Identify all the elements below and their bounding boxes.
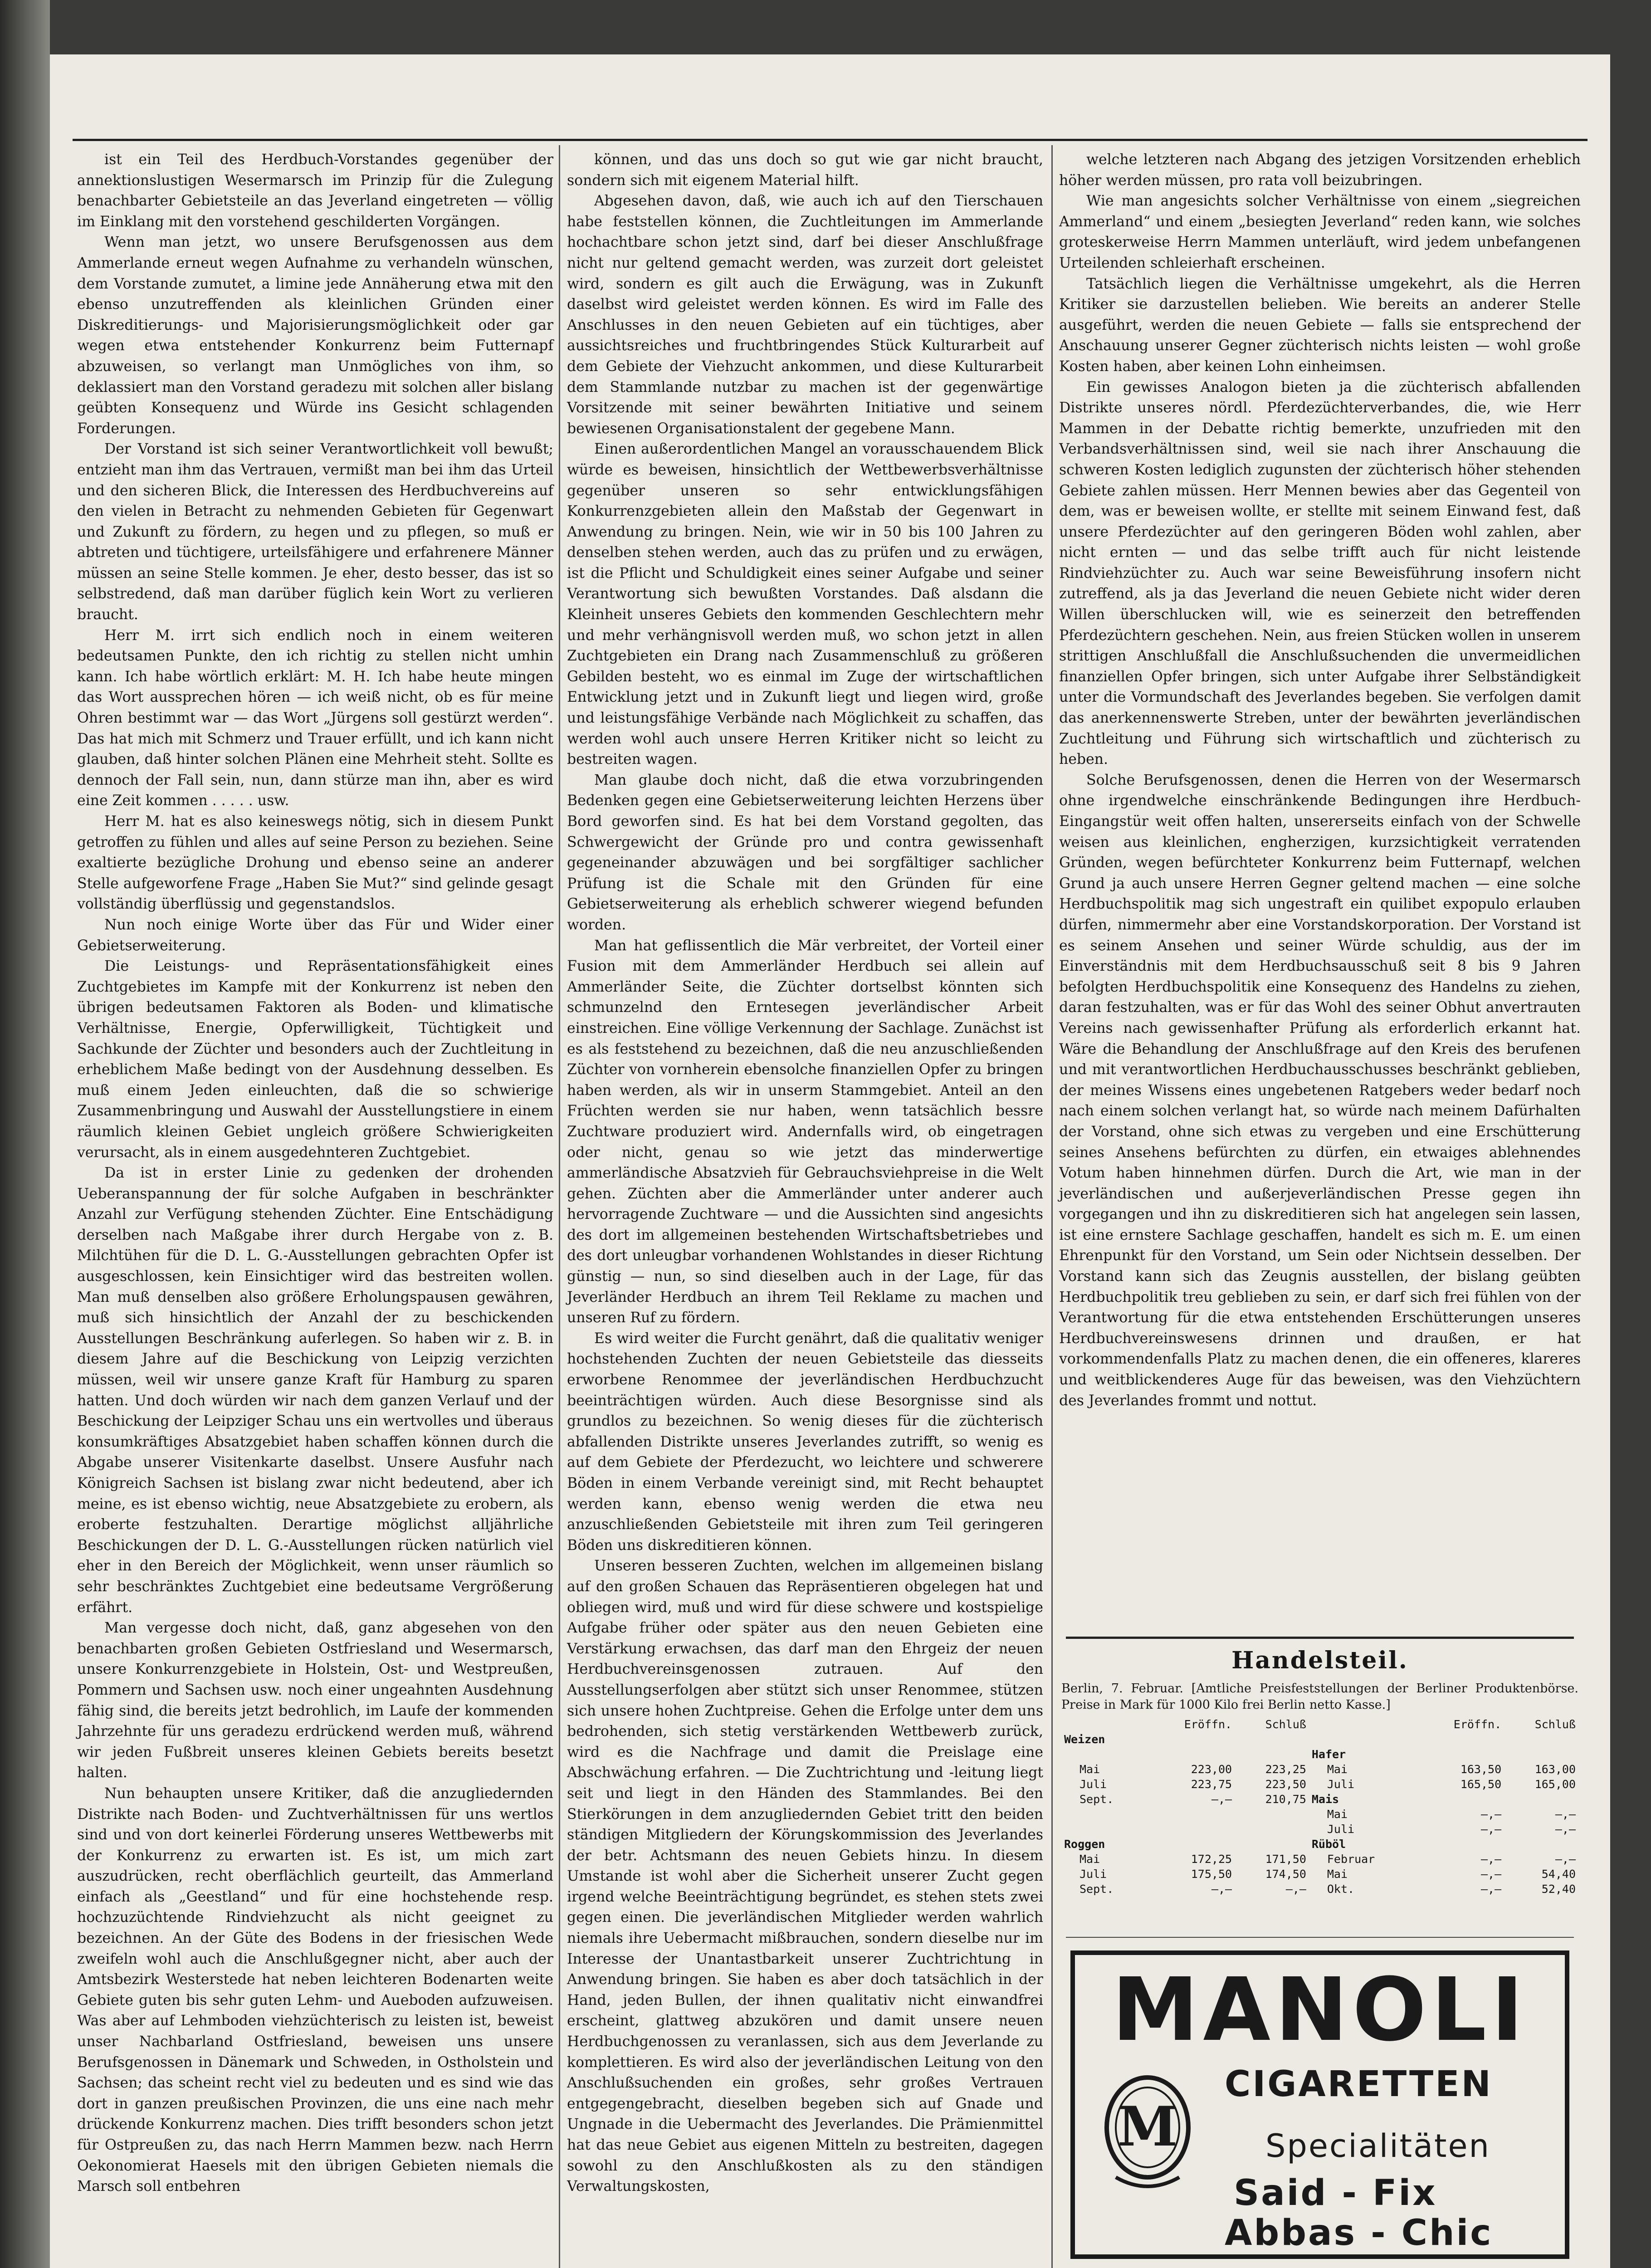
price-value: [1504, 1732, 1578, 1747]
commodity-label: Mais: [1311, 1793, 1339, 1806]
price-value: 223,75: [1191, 1778, 1232, 1791]
price-value: —,—: [1555, 1808, 1576, 1821]
price-value: 52,40: [1541, 1882, 1576, 1896]
header-schluss-2: Schluß: [1534, 1718, 1576, 1731]
paragraph: Wie man angesichts solcher Verhältnisse von einem „siegreichen Ammerland“ und einem „besiegten Jeverland“ reden kann, wie solches groteskerweise Herrn Mammen unterläuft, wird jedem unbefangenen Urteilenden schleierhaft erscheinen.: [1059, 193, 1581, 271]
price-value: 223,00: [1191, 1763, 1232, 1776]
price-value: 171,50: [1265, 1853, 1306, 1866]
price-value: —,—: [1480, 1853, 1502, 1866]
paragraph: Man vergesse doch nicht, daß, ganz abgesehen von den benachbarten großen Gebieten Ostfriesland und Wesermarsch, unsere Konkurrenzgebiete in Holstein, Ost- und Westpreußen, Pommern und Sachsen usw. noch einer ungeahnten Ausdehnung fähig sind, die bereits jetzt bedrohlich, im Laufe der kommenden Jahrzehnte für uns geradezu erdrückend werden muß, während wir jeden Fußbreit unseres kleinen Gebiets bereits besetzt halten.: [77, 1620, 553, 1781]
paragraph: Abgesehen davon, daß, wie auch ich auf den Tierschauen habe feststellen können, die Zuchtleitungen im Ammerlande hochachtbare schon jetzt sind, darf bei dieser Anschlußfrage nicht nur geltend gemacht werden, was zurzeit dort geleistet wird, sondern es gilt auch die Erwägung, was in Zukunft daselbst wird geleistet werden können. Es wird im Falle des Anschlusses in den neuen Gebieten auf ein tüchtiges, aber aussichtsreiches und fruchtbringendes Stück Kulturarbeit auf dem Gebiete der Viehzucht ankommen, und diese Kulturarbeit dem Stammlande nutzbar zu machen ist der gegenwärtige Vorsitzende mit seiner bewährten Initiative und seinem bewiesenen Organisationstalent der gegebene Mann.: [567, 193, 1043, 437]
price-value: [1149, 1807, 1235, 1822]
price-value: 174,50: [1265, 1867, 1306, 1881]
term-label: Sept.: [1080, 1793, 1114, 1806]
price-value: [1504, 1837, 1578, 1852]
term-label: Okt.: [1327, 1882, 1355, 1896]
term-label: Juli: [1080, 1778, 1107, 1791]
price-value: —,—: [1480, 1808, 1502, 1821]
ad-product-line-1: Said - Fix: [1234, 2173, 1437, 2214]
term-label: [1309, 1732, 1419, 1747]
paragraph: Ein gewisses Analogon bieten ja die züchterisch abfallenden Distrikte unseres nördl. Pferdezüchterverbandes, die, wie Herr Mammen in der Debatte richtig bemerkte, unzufrieden mit den Verbandsverhältnissen sind, weil sie nach ihrer Anschauung die schweren Kosten lediglich zugunsten der züchterisch höher stehenden Gebiete zahlen müssen. Herr Mennen bewies aber das Gegenteil von dem, was er beweisen wollte, er stellte mit seinem Einwand fest, daß unsere Pferdezüchter auf den geringeren Böden wohl zahlen, aber nicht ernten — und das selbe trifft auch für nicht leistende Rindviehzüchter zu. Auch war seine Beweisführung insofern nicht zutreffend, als ja das Jeverland die neuen Gebiete nicht wider deren Willen überschlucken will, wie es seinerzeit den betreffenden Pferdezüchtern geschehen. Nein, aus freien Stücken wollen in unserem strittigen Anschlußfall die Anschlußsuchenden die unvermeidlichen finanziellen Opfer bringen, sich unter Aufgabe ihrer Selbständigkeit unter die Vormundschaft des Jeverlandes begeben. Sie verfolgen damit das anerkennenswerte Streben, unter der bewährten jeverländischen Zuchtleitung und Führung sich wirtschaftlich und züchterisch zu heben.: [1059, 379, 1581, 768]
header-eroeffn-1: Eröffn.: [1184, 1718, 1232, 1731]
price-value: 54,40: [1541, 1867, 1576, 1881]
price-table: [1061, 1717, 1578, 1897]
price-row: [1061, 1777, 1578, 1792]
ad-tagline: CIGARETTEN: [1225, 2064, 1493, 2105]
term-label: Juli: [1080, 1867, 1107, 1881]
column-divider-2: [1051, 145, 1053, 2268]
ad-specialty: Specialitäten: [1265, 2127, 1490, 2165]
article-column-2: [567, 150, 1043, 2197]
commodity-label: Hafer: [1311, 1748, 1346, 1761]
term-label: Sept.: [1080, 1882, 1114, 1896]
term-label: Juli: [1327, 1778, 1355, 1791]
price-value: —,—: [1480, 1882, 1502, 1896]
ad-rule: [1066, 1937, 1574, 1938]
article-column-1: [77, 150, 553, 2197]
paragraph: Nun noch einige Worte über das Für und Wider einer Gebietserweiterung.: [77, 916, 553, 954]
paragraph: Solche Berufsgenossen, denen die Herren von der Wesermarsch ohne irgendwelche einschränkende Bedingungen ihre Herdbuch-Eingangstür weit offen halten, unsererseits einfach von der Schwelle weisen aus kleinlichen, engherzigen, kurzsichtigkeit verratenden Gründen, wegen befürchteter Konkurrenz beim Futternapf, welchen Grund ja auch unsere Herren Gegner geltend machen — eine solche Herdbuchspolitik mag sich ungestraft ein quilibet expopulo erlauben dürfen, nimmermehr aber eine Vorstandskorporation. Der Vorstand ist es seinem Ansehen und seiner Würde schuldig, aus der im Einverständnis mit dem Herdbuchsausschuß seit 8 bis 9 Jahren befolgten Herdbuchspolitik eine Konsequenz des Handelns zu ziehen, daran festzuhalten, was er für das Wohl des seiner Obhut anvertrauten Vereins nach gewissenhafter Prüfung als erforderlich erkannt hat. Wäre die Behandlung der Anschlußfrage auf den Kreis des berufenen und mit verantwortlichen Herdbuchausschusses beschränkt geblieben, der meines Wissens eines ungebetenen Ratgebers weder bedarf noch nach einem solchen verlangt hat, so würde nach meinem Dafürhalten der Vorstand, ohne sich etwas zu vergeben und eine Erschütterung seines Ansehens befürchten zu dürfen, ein etwaiges ablehnendes Votum haben hinnehmen dürfen. Durch die Art, wie man in der jeverländischen und außerjeverländischen Presse gegen ihn vorgegangen und ihn zu diskreditieren sich hat angelegen sein lassen, ist eine ernstere Sachlage geschaffen, handelt es sich m. E. um einen Ehrenpunkt für den Vorstand, um Sein oder Nichtsein desselben. Der Vorstand kann sich das Zeugnis ausstellen, der bislang geübten Herdbuchpolitik treu geblieben zu sein, er darf sich frei fühlen von der Verantwortung für die etwa entstehenden Erschütterungen unseres Herdbuchvereinswesens drinnen und draußen, er hat vorkommendenfalls Platz zu machen denen, die ein offeneres, klareres und weitblickenderes Auge für das beweisen, was den Viehzüchtern des Jeverlandes frommt und nottut.: [1059, 772, 1581, 1409]
paragraph: Herr M. irrt sich endlich noch in einem weiteren bedeutsamen Punkte, den ich richtig zu stellen nicht umhin kann. Ich habe wörtlich erklärt: M. H. Ich habe heute mingen das Wort aussprechen hören — ich weiß nicht, ob es für meine Ohren bestimmt war — das Wort „Jürgens soll gestürzt werden“. Das hat mich mit Schmerz und Trauer erfüllt, und ich kann nicht glauben, daß hinter solchen Plänen eine Mehrheit steht. Sollte es dennoch der Fall sein, nun, dann stürze man ihn, aber es wird eine Zeit kommen . . . . . usw.: [77, 627, 553, 809]
newspaper-page: [50, 54, 1610, 2268]
price-value: 223,25: [1265, 1763, 1306, 1776]
price-value: 210,75: [1265, 1793, 1306, 1806]
price-value: —,—: [1555, 1853, 1576, 1866]
price-value: 175,50: [1191, 1867, 1232, 1881]
price-value: [1504, 1792, 1578, 1807]
manoli-logo-icon: [1098, 2068, 1197, 2195]
price-row: [1061, 1732, 1578, 1747]
section-rule-handelsteil: [1066, 1637, 1574, 1639]
ad-brand: MANOLI: [1112, 1960, 1528, 2061]
price-value: —,—: [1211, 1882, 1232, 1896]
price-row: [1061, 1822, 1578, 1837]
term-label: [1061, 1807, 1149, 1822]
price-value: [1235, 1732, 1309, 1747]
paragraph: welche letzteren nach Abgang des jetzigen Vorsitzenden erheblich höher werden müssen, pro rata voll beizubringen.: [1059, 152, 1581, 189]
paragraph: Wenn man jetzt, wo unsere Berufsgenossen aus dem Ammerlande erneut wegen Aufnahme zu verhandeln wünschen, dem Vorstande zumutet, a limine jede Annäherung etwa mit den ebenso unzutreffenden als kleinlichen Gründen einer Diskreditierungs- und Majorisierungsmöglichkeit oder gar wegen etwa entstehender Konkurrenz beim Futternapf abzuweisen, so verlangt man Unmögliches von ihm, so deklassiert man den Vorstand geradezu mit solchen aller bislang geübten Konsequenz und Würde ins Gesicht schlagenden Forderungen.: [77, 234, 553, 437]
price-value: 223,50: [1265, 1778, 1306, 1791]
article-column-3: [1059, 150, 1581, 1411]
price-value: 172,25: [1191, 1853, 1232, 1866]
term-label: Juli: [1327, 1823, 1355, 1836]
term-label: Mai: [1327, 1763, 1348, 1776]
scan-edge: [0, 0, 50, 2268]
paragraph: Die Leistungs- und Repräsentationsfähigkeit eines Zuchtgebietes im Kampfe mit der Konkurrenz ist neben den übrigen bedeutsamen Faktoren als Boden- und klimatische Verhältnisse, Energie, Opferwilligkeit, Tüchtigkeit und Sachkunde der Züchter und besonders auch der Zuchtleitung in erheblichem Maße bedingt von der Ausdehnung desselben. Es muß einem Jeden einleuchten, daß die so schwierige Zusammenbringung und Auswahl der Ausstellungstiere in einem räumlich kleinen Gebiet ungleich größere Schwierigkeiten verursacht, als in einem ausgedehnteren Zuchtgebiet.: [77, 958, 553, 1161]
handelsteil-section: [1061, 1647, 1578, 1897]
paragraph: Man glaube doch nicht, daß die etwa vorzubringenden Bedenken gegen eine Gebietserweiterung leichten Herzens über Bord geworfen sind. Es hat bei dem Vorstand gegolten, das Schwergewicht der Gründe pro und contra gewissenhaft gegeneinander abzuwägen und bei sorgfältiger sachlicher Prüfung ist die Schale mit den Gründen für eine Gebietserweiterung als erheblich schwerer wiegend befunden worden.: [567, 772, 1043, 933]
paragraph: Da ist in erster Linie zu gedenken der drohenden Ueberanspannung der für solche Aufgaben in beschränkter Anzahl zur Verfügung stehenden Züchter. Eine Entschädigung derselben nach Maßgabe ihrer durch Hergabe von z. B. Milchtühen für die D. L. G.-Ausstellungen gebrachten Opfer ist ausgeschlossen, kein Einsichtiger wird das bestreiten wollen. Man muß denselben also größere Erholungspausen gewähren, muß sich hinsichtlich der Anzahl der zu beschickenden Ausstellungen Beschränkung auferlegen. So haben wir z. B. in diesem Jahre auf die Beschickung von Leipzig verzichten müssen, weil wir unsere ganze Kraft für Hamburg zu sparen hatten. Und doch würden wir nach dem ganzen Verlauf und der Beschickung der Leipziger Schau uns ein wertvolles und überaus konsumkräftiges Absatzgebiet haben schaffen können durch die Abgabe unserer Visitenkarte daselbst. Unsere Ausfuhr nach Königreich Sachsen ist bislang zwar nicht bedeutend, aber ich meine, es ist ebenso wichtig, neue Absatzgebiete zu erobern, als eroberte festzuhalten. Derartige möglichst alljährliche Beschickungen der D. L. G.-Ausstellungen rücken natürlich viel eher in den Bereich der Möglichkeit, wenn unser räumlich so sehr beschränktes Zuchtgebiet eine bedeutsame Vergrößerung erfährt.: [77, 1165, 553, 1616]
price-row: [1061, 1792, 1578, 1807]
price-row: [1061, 1867, 1578, 1882]
price-value: [1149, 1747, 1235, 1762]
manoli-advertisement: [1070, 1950, 1569, 2259]
price-table-header: [1061, 1717, 1578, 1732]
paragraph: Man hat geflissentlich die Mär verbreitet, der Vorteil einer Fusion mit dem Ammerländer Herdbuch sei allein auf Ammerländer Seite, die Züchter dortselbst könnten sich schmunzelnd den Erntesegen jeverländischer Arbeit einstreichen. Eine völlige Verkennung der Sachlage. Zunächst ist es als feststehend zu bezeichnen, daß die neu anzuschließenden Züchter von vornherein ebensolche finanziellen Opfer zu bringen haben werden, als wir in unserm Stammgebiet. Anteil an den Früchten werden sie nur haben, wenn tatsächlich bessre Zuchtware produziert wird. Andernfalls wird, ob eingetragen oder nicht, genau so wie jetzt das minderwertige ammerländische Absatzvieh für Gebrauchsviehpreise in die Welt gehen. Züchten aber die Ammerländer unter anderer auch hervorragende Zuchtware — und die Aussichten sind angesichts des dort im allgemeinen bestehenden Wirtschaftsbetriebes und des dort unleugbar vorhandenen Wohlstandes in dieser Richtung günstig — nun, so sind dieselben auch in der Lage, für das Jeverländer Herdbuch an ihrem Teil Reklame zu machen und unseren Ruf zu fördern.: [567, 937, 1043, 1326]
term-label: Mai: [1080, 1763, 1100, 1776]
term-label: Februar: [1327, 1853, 1375, 1866]
price-value: —,—: [1480, 1823, 1502, 1836]
commodity-label: Roggen: [1064, 1838, 1105, 1851]
price-value: [1149, 1822, 1235, 1837]
paragraph: Es wird weiter die Furcht genährt, daß die qualitativ weniger hochstehenden Zuchten der neuen Gebietsteile das diesseits erworbene Renommee der jeverländischen Herdbuchzucht beeinträchtigen würden. Auch diese Besorgnisse sind als grundlos zu bezeichnen. So wenig dieses für die züchterisch abfallenden Distrikte unseres Jeverlandes zutrifft, so wenig es auf dem Gebiete der Pferdezucht, wo leichtere und schwerere Böden in einem Verbande vereinigt sind, mit Recht behauptet werden kann, ebenso wenig werden die etwa neu anzuschließenden Gebietsteile mit ihren zum Teil geringeren Böden uns diskreditieren können.: [567, 1330, 1043, 1554]
paragraph: Unseren besseren Zuchten, welchen im allgemeinen bislang auf den großen Schauen das Repräsentieren obgelegen hat und obliegen wird, muß und wird für diese schwere und kostspielige Aufgabe früher oder später aus den neuen Gebieten eine Verstärkung erwachsen, das darf man den Ehrgeiz der neuen Herdbuchvereinsgenossen zutrauen. Auf den Ausstellungserfolgen aber stützt sich unser Renommee, stützen sich unsere hohen Zuchtpreise. Gehen die Erfolge unter dem uns bedrohenden, sich stetig verstärkenden Wettbewerb zurück, wird es die Nachfrage und damit die Preislage eine Abschwächung erfahren. — Die Zuchtrichtung und -leitung liegt seit und liegt in den Händen des Stammlandes. Bei den Stierkörungen in dem anzugliedernden Gebiet tritt den beiden ständigen Mitgliedern der Körungskommission des Jeverlandes der betr. Achtsmann des neuen Gebiets hinzu. In diesem Umstande ist wohl aber die Sicherheit unserer Zucht gegen irgend welche Beeinträchtigung begründet, es stehen stets zwei gegen einen. Die jeverländischen Mitglieder werden wahrlich niemals ihre Uebermacht mißbrauchen, sondern dieselbe nur im Interesse der Unantastbarkeit unserer Zuchtrichtung in Anwendung bringen. Sie haben es aber doch tatsächlich in der Hand, jeden Bullen, der ihnen qualitativ nicht einwandfrei erscheint, glattweg abzukören und damit unsere neuen Herdbuchgenossen zu veranlassen, sich aus dem Jeverlande zu komplettieren. Es wird also der jeverländischen Leitung von den Anschlußsuchenden ein großes, sehr großes Vertrauen entgegengebracht, dieselben begeben sich auf Gnade und Ungnade in die Uebermacht des Jeverlandes. Die Prämienmittel hat das neue Gebiet aus eigenen Mitteln zu bestreiten, dagegen sowohl zu den Anschlußkosten als zu den ständigen Verwaltungskosten,: [567, 1558, 1043, 2195]
paragraph: Herr M. hat es also keineswegs nötig, sich in diesem Punkt getroffen zu fühlen und alles auf seine Person zu beziehen. Seine exaltierte bezügliche Drohung und ebenso seine an anderer Stelle aufgeworfene Frage „Haben Sie Mut?“ sind gelinde gesagt vollständig überflüssig und gegenstandslos.: [77, 813, 553, 913]
handelsteil-title: Handelsteil.: [1231, 1647, 1408, 1674]
paragraph: Einen außerordentlichen Mangel an vorausschauendem Blick würde es beweisen, hinsichtlich der Wettbewerbsverhältnisse gegenüber unseren so sehr entwicklungsfähigen Konkurrenzgebieten allein den Maßstab der Gegenwart in Anwendung zu bringen. Nein, wie wir in 50 bis 100 Jahren zu denselben stehen werden, auch das zu prüfen und zu erwägen, ist die Pflicht und Schuldigkeit eines seiner Aufgabe und seiner Verantwortung sich bewußten Vorstandes. Daß alsdann die Kleinheit unseres Gebiets den kommenden Geschlechtern mehr und mehr verhängnisvoll werden muß, wo schon jetzt in allen Zuchtgebieten ein Drang nach Zusammenschluß zu größeren Gebilden besteht, wo es einmal im Zuge der wirtschaftlichen Entwicklung jetzt und in Zukunft liegt und liegen wird, große und leistungsfähige Verbände nach Möglichkeit zu schaffen, das werden wohl auch unsere Herren Kritiker nicht so leicht zu bestreiten wagen.: [567, 441, 1043, 768]
price-row: [1061, 1882, 1578, 1897]
price-value: —,—: [1480, 1867, 1502, 1881]
term-label: Mai: [1327, 1867, 1348, 1881]
price-value: [1235, 1837, 1309, 1852]
paragraph: können, und das uns doch so gut wie gar nicht braucht, sondern sich mit eigenem Material hilft.: [567, 152, 1043, 189]
price-row: [1061, 1852, 1578, 1867]
header-schluss-1: Schluß: [1265, 1718, 1306, 1731]
logo-letter: M: [1117, 2095, 1178, 2159]
term-label: Mai: [1327, 1808, 1348, 1821]
price-row: [1061, 1762, 1578, 1777]
price-value: [1419, 1792, 1504, 1807]
price-value: 165,00: [1534, 1778, 1576, 1791]
price-row: [1061, 1837, 1578, 1852]
price-row: [1061, 1747, 1578, 1762]
commodity-label: Rüböl: [1311, 1838, 1346, 1851]
ad-product-line-2: Abbas - Chic: [1225, 2213, 1493, 2253]
handelsteil-intro: Berlin, 7. Februar. [Amtliche Preisfeststellungen der Berliner Produktenbörse. Preise in Mark für 1000 Kilo frei Berlin netto Kasse.]: [1061, 1681, 1578, 1712]
paragraph: ist ein Teil des Herdbuch-Vorstandes gegenüber der annektionslustigen Wesermarsch im Prinzip für die Zulegung benachbarter Gebietsteile an das Jeverland eingetreten — völlig im Einklang mit den vorstehend geschilderten Vorgängen.: [77, 152, 553, 230]
paragraph: Der Vorstand ist sich seiner Verantwortlichkeit voll bewußt; entzieht man ihm das Vertrauen, vermißt man bei ihm das Urteil und den sicheren Blick, die Interessen des Herdbuchvereins auf den vielen in Betracht zu nehmenden Gebieten für Gegenwart und Zukunft zu fördern, zu hegen und zu pflegen, so muß er abtreten und tüchtigere, urteilsfähigere und erfahrenere Männer müssen an seine Stelle kommen. Je eher, desto besser, das ist so selbstredend, daß man darüber füglich kein Wort zu verlieren braucht.: [77, 441, 553, 623]
term-label: [1061, 1747, 1149, 1762]
price-value: [1419, 1837, 1504, 1852]
column-divider-1: [559, 145, 560, 2268]
price-value: 163,50: [1460, 1763, 1502, 1776]
price-value: [1235, 1807, 1309, 1822]
price-value: 163,00: [1534, 1763, 1576, 1776]
price-value: [1235, 1822, 1309, 1837]
paragraph: Nun behaupten unsere Kritiker, daß die anzugliedernden Distrikte nach Boden- und Zuchtverhältnissen für uns wertlos sind und von dort keinerlei Förderung unseres Wettbewerbs mit der Konkurrenz zu erwarten ist. Es ist, um mich zart auszudrücken, recht oberflächlich geurteilt, das Ammerland einfach als „Geestland“ und für eine hochstehende resp. hochzuzüchtende Rindviehzucht als nicht geeignet zu bezeichnen. An der Güte des Bodens in der friesischen Wede zweifeln wohl auch die Anschlußgegner nicht, aber auch der Amtsbezirk Westerstede hat neben leichteren Bodenarten weite Gebiete guten bis sehr guten Lehm- und Aueboden aufzuweisen. Was aber auf Lehmboden viehzüchterisch zu leisten ist, beweist unser Nachbarland Ostfriesland, beweisen uns unsere Berufsgenossen in Dänemark und Schweden, in Ostholstein und Sachsen; das scheint recht viel zu bedeuten und es sind wie das dort in ganzen preußischen Provinzen, die uns eine nach mehr drückende Konkurrenz machen. Dies trifft besonders schon jetzt für Ostpreußen zu, das nach Herrn Mammen bezw. nach Herrn Oekonomierat Haesels mit den übrigen Gebieten niemals die Marsch soll entbehren: [77, 1785, 553, 2195]
commodity-label: Weizen: [1064, 1733, 1105, 1746]
price-row: [1061, 1807, 1578, 1822]
price-value: [1235, 1747, 1309, 1762]
price-value: [1419, 1747, 1504, 1762]
term-label: [1061, 1822, 1149, 1837]
price-value: —,—: [1211, 1793, 1232, 1806]
price-value: —,—: [1555, 1823, 1576, 1836]
term-label: Mai: [1080, 1853, 1100, 1866]
price-value: [1149, 1837, 1235, 1852]
paragraph: Tatsächlich liegen die Verhältnisse umgekehrt, als die Herren Kritiker sie darzustellen belieben. Wie bereits an anderer Stelle ausgeführt, werden die neuen Gebiete — falls sie entsprechend der Anschauung unserer Gegner züchterisch nichts leisten — wohl große Kosten haben, aber keinen Lohn einheimsen.: [1059, 275, 1581, 375]
price-value: [1149, 1732, 1235, 1747]
price-value: —,—: [1285, 1882, 1306, 1896]
price-value: [1504, 1747, 1578, 1762]
header-eroeffn-2: Eröffn.: [1453, 1718, 1502, 1731]
price-value: 165,50: [1460, 1778, 1502, 1791]
top-rule: [73, 139, 1588, 141]
price-value: [1419, 1732, 1504, 1747]
